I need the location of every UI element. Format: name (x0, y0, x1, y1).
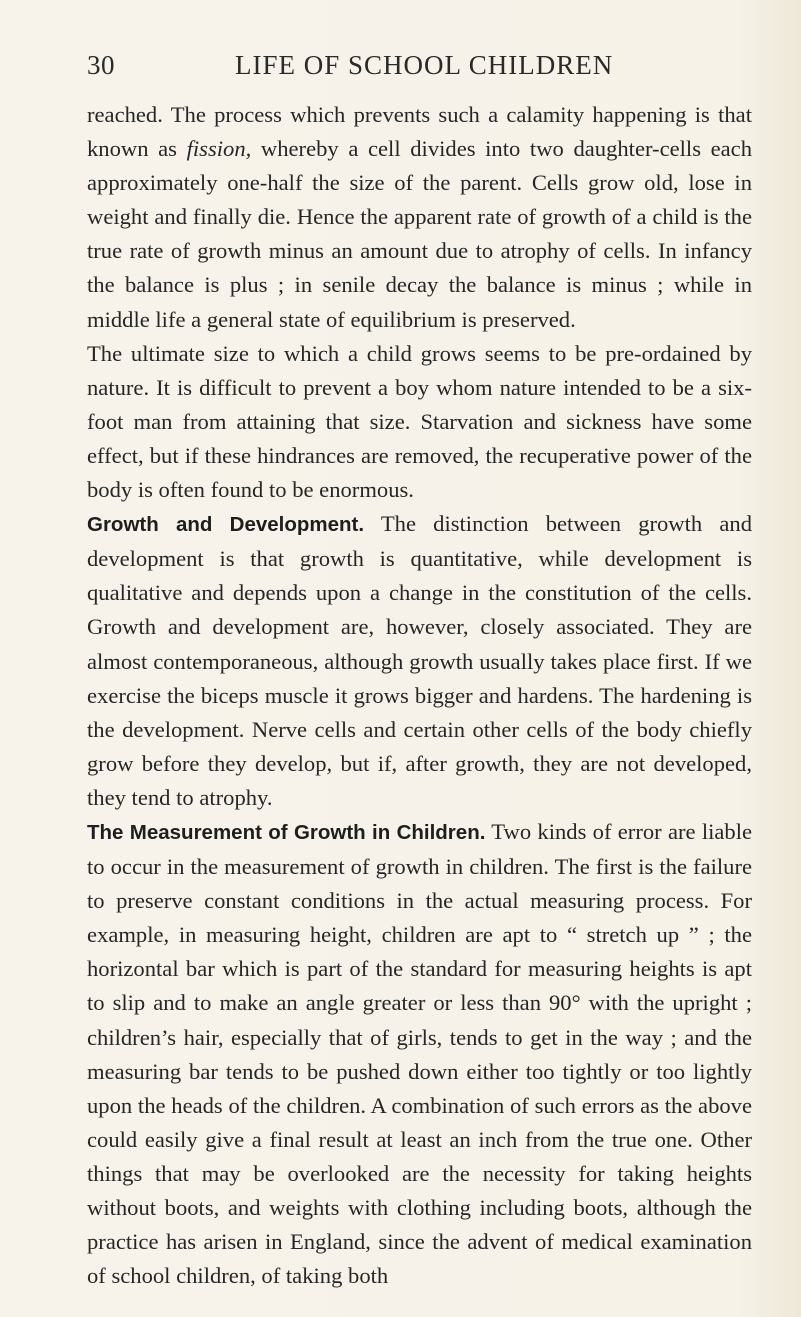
paragraph-text: Two kinds of error are liable to occur in the measurement of growth in children. The first is the failure to preserve constant conditions in the actual measuring process. For example, in measuring height, children are apt to “ stretch up ” ; the horizontal bar which is part of the standard for measuring heights is apt to slip and to make an angle greater or less than 90° with the upright ; children’s hair, especially that of girls, tends to get in the way ; and the measuring bar tends to be pushed down either too tightly or too lightly upon the heads of the children. A combination of such errors as the above could easily give a final result at least an inch from the true one. Other things that may be overlooked are the necessity for taking heights without boots, and weights with clothing including boots, although the practice has arisen in England, since the advent of medical examination of school children, of taking both (87, 818, 753, 1289)
body-text (87, 98, 752, 1293)
italic-term: fission, (186, 136, 252, 162)
paragraph-growth-development (87, 507, 752, 815)
section-heading: Growth and Development. (87, 513, 365, 537)
paragraph-text: The distinction between growth and development is that growth is quantitative, while development is qualitative and depends upon a change in the constitution of the cells. Growth and development are, however, closely associated. They are almost contemporaneous, although growth usually takes place first. If we exercise the biceps muscle it grows bigger and hardens. The hardening is the development. Nerve cells and certain other cells of the body chiefly grow before they develop, but if, after growth, they are not developed, they tend to atrophy. (87, 511, 753, 810)
running-head: LIFE OF SCHOOL CHILDREN (235, 50, 614, 80)
paragraph-fission (87, 98, 752, 337)
paragraph-ultimate-size (87, 337, 752, 507)
paragraph-text: whereby a cell divides into two daughter-cells each approximately one-half the size of the parent. Cells grow old, lose in weight and finally die. Hence the apparent rate of growth of a child is the true rate of growth minus an amount due to atrophy of cells. In infancy the balance is plus ; in senile decay the balance is minus ; while in middle life a general state of equilibrium is preserved. (87, 136, 753, 332)
paragraph-text: The ultimate size to which a child grows seems to be pre-ordained by nature. It is difficult to prevent a boy whom nature intended to be a six-foot man from attaining that size. Starvation and sickness have some effect, but if these hindrances are removed, the recuperative power of the body is often found to be enormous. (87, 340, 752, 503)
paragraph-text: reached. The process which prevents such a calamity happening is that known as (87, 102, 752, 162)
section-heading: The Measurement of Growth in Children. (87, 820, 486, 844)
paragraph-measurement (87, 815, 752, 1293)
page-number: 30 (87, 50, 115, 80)
page-header (87, 50, 747, 90)
